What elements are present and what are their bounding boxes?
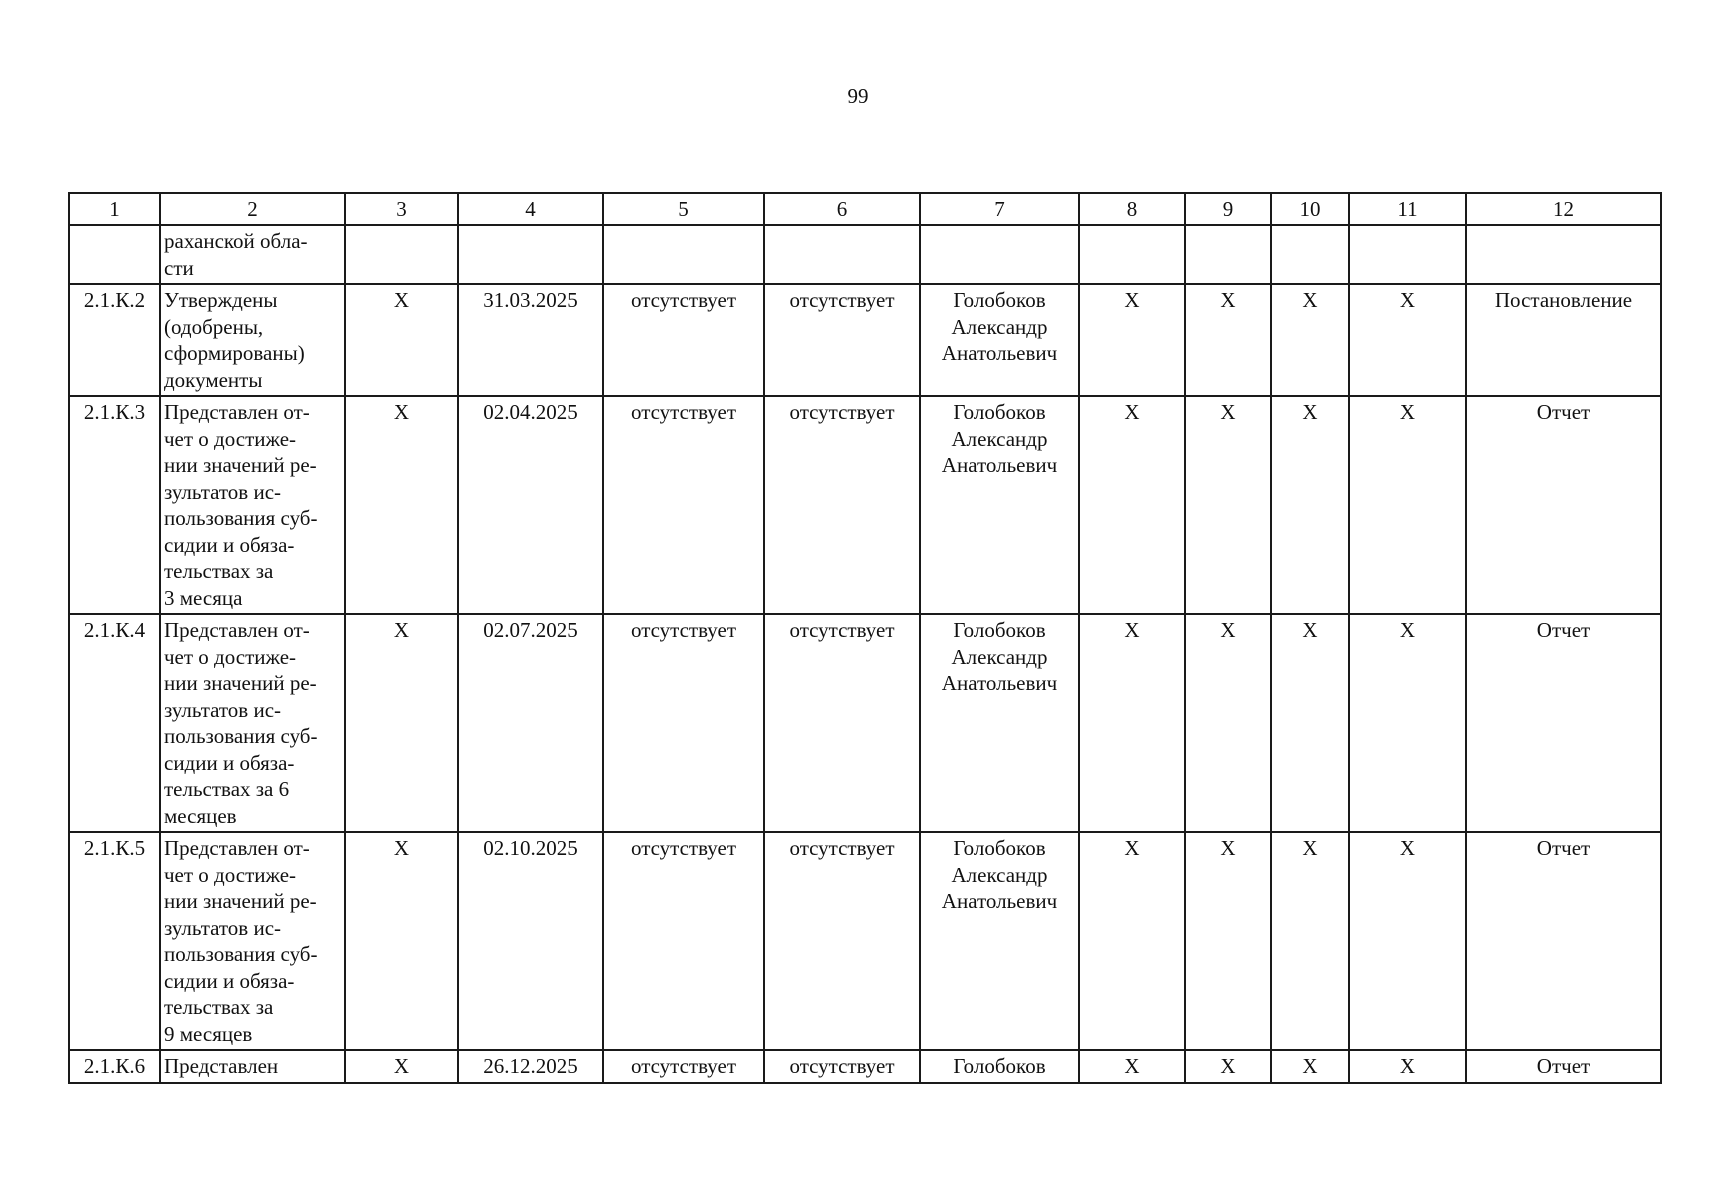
- cell-empty: [1466, 225, 1661, 284]
- cell-empty: [1271, 225, 1349, 284]
- cell-col9: X: [1185, 284, 1271, 396]
- column-header: 6: [764, 193, 920, 225]
- cell-col6: отсутствует: [764, 614, 920, 832]
- cell-responsible: Голобоков Александр Анатольевич: [920, 284, 1079, 396]
- cell-col10: X: [1271, 1050, 1349, 1083]
- column-header: 11: [1349, 193, 1466, 225]
- column-header: 10: [1271, 193, 1349, 225]
- page-number: 99: [847, 84, 869, 108]
- cell-col3: X: [345, 396, 458, 614]
- schedule-table: [68, 192, 1662, 1084]
- column-header: 2: [160, 193, 345, 225]
- cell-date: 02.04.2025: [458, 396, 603, 614]
- cell-empty: [1349, 225, 1466, 284]
- column-header: 8: [1079, 193, 1185, 225]
- cell-date: 02.10.2025: [458, 832, 603, 1050]
- cell-col6: отсутствует: [764, 284, 920, 396]
- cell-responsible: Голобоков: [920, 1050, 1079, 1083]
- cell-col9: X: [1185, 1050, 1271, 1083]
- cell-empty: [764, 225, 920, 284]
- cell-code: [69, 225, 160, 284]
- cell-col8: X: [1079, 396, 1185, 614]
- cell-col9: X: [1185, 614, 1271, 832]
- table-row: [69, 832, 1661, 1050]
- cell-date: 31.03.2025: [458, 284, 603, 396]
- cell-empty: [345, 225, 458, 284]
- cell-doc-type: Отчет: [1466, 396, 1661, 614]
- cell-col6: отсутствует: [764, 832, 920, 1050]
- cell-col11: X: [1349, 396, 1466, 614]
- column-header: 9: [1185, 193, 1271, 225]
- cell-col6: отсутствует: [764, 396, 920, 614]
- cell-code: 2.1.К.4: [69, 614, 160, 832]
- cell-doc-type: Отчет: [1466, 832, 1661, 1050]
- cell-col3: X: [345, 832, 458, 1050]
- cell-col8: X: [1079, 284, 1185, 396]
- cell-date: 02.07.2025: [458, 614, 603, 832]
- column-header: 7: [920, 193, 1079, 225]
- cell-doc-type: Отчет: [1466, 614, 1661, 832]
- cell-description: Представлен от- чет о достиже- нии значений ре- зультатов ис- пользования суб- сидии и обяза- тельствах за 3 месяца: [160, 396, 345, 614]
- column-number-row: [69, 193, 1661, 225]
- cell-col9: X: [1185, 396, 1271, 614]
- cell-col10: X: [1271, 396, 1349, 614]
- cell-code: 2.1.К.5: [69, 832, 160, 1050]
- cell-col5: отсутствует: [603, 284, 764, 396]
- cell-responsible: Голобоков Александр Анатольевич: [920, 832, 1079, 1050]
- cell-col11: X: [1349, 832, 1466, 1050]
- column-header: 3: [345, 193, 458, 225]
- cell-code: 2.1.К.6: [69, 1050, 160, 1083]
- cell-empty: [603, 225, 764, 284]
- cell-col10: X: [1271, 284, 1349, 396]
- column-header: 1: [69, 193, 160, 225]
- cell-col10: X: [1271, 614, 1349, 832]
- cell-col5: отсутствует: [603, 1050, 764, 1083]
- cell-col6: отсутствует: [764, 1050, 920, 1083]
- cell-col11: X: [1349, 284, 1466, 396]
- cell-responsible: Голобоков Александр Анатольевич: [920, 396, 1079, 614]
- cell-empty: [1079, 225, 1185, 284]
- cell-description: раханской обла- сти: [160, 225, 345, 284]
- table-row: [69, 1050, 1661, 1083]
- cell-date: 26.12.2025: [458, 1050, 603, 1083]
- cell-col5: отсутствует: [603, 614, 764, 832]
- cell-code: 2.1.К.3: [69, 396, 160, 614]
- column-header: 4: [458, 193, 603, 225]
- column-header: 5: [603, 193, 764, 225]
- cell-empty: [920, 225, 1079, 284]
- table-row: [69, 614, 1661, 832]
- cell-description: Представлен от- чет о достиже- нии значений ре- зультатов ис- пользования суб- сидии и обяза- тельствах за 9 месяцев: [160, 832, 345, 1050]
- cell-col3: X: [345, 1050, 458, 1083]
- cell-col11: X: [1349, 614, 1466, 832]
- cell-responsible: Голобоков Александр Анатольевич: [920, 614, 1079, 832]
- cell-col3: X: [345, 614, 458, 832]
- cell-description: Представлен: [160, 1050, 345, 1083]
- cell-col8: X: [1079, 1050, 1185, 1083]
- cell-description: Представлен от- чет о достиже- нии значений ре- зультатов ис- пользования суб- сидии и обяза- тельствах за 6 месяцев: [160, 614, 345, 832]
- cell-col8: X: [1079, 614, 1185, 832]
- cell-description: Утверждены (одобрены, сформированы) документы: [160, 284, 345, 396]
- cell-empty: [1185, 225, 1271, 284]
- cell-col11: X: [1349, 1050, 1466, 1083]
- table-row: [69, 284, 1661, 396]
- table-row: [69, 396, 1661, 614]
- table-row-continuation: [69, 225, 1661, 284]
- cell-col5: отсутствует: [603, 396, 764, 614]
- cell-col10: X: [1271, 832, 1349, 1050]
- cell-col3: X: [345, 284, 458, 396]
- column-header: 12: [1466, 193, 1661, 225]
- cell-doc-type: Постановление: [1466, 284, 1661, 396]
- cell-col9: X: [1185, 832, 1271, 1050]
- cell-col5: отсутствует: [603, 832, 764, 1050]
- cell-doc-type: Отчет: [1466, 1050, 1661, 1083]
- cell-col8: X: [1079, 832, 1185, 1050]
- cell-code: 2.1.К.2: [69, 284, 160, 396]
- cell-empty: [458, 225, 603, 284]
